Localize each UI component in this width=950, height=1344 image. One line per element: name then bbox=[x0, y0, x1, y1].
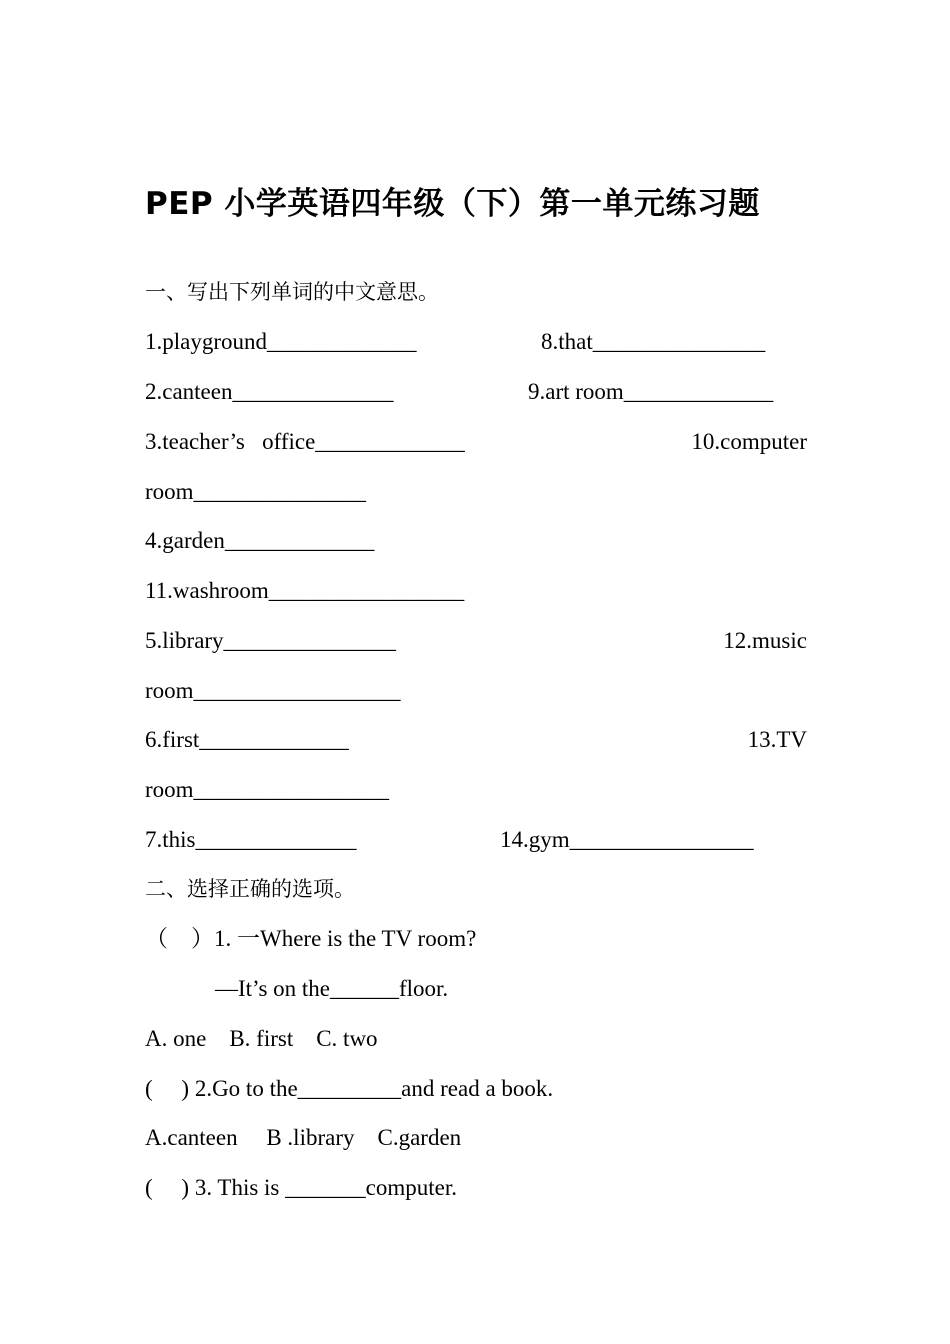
exercise-row bbox=[145, 326, 807, 358]
exercise-row bbox=[145, 824, 807, 856]
word-item-7: 7.this______________ bbox=[145, 827, 357, 852]
question-row bbox=[145, 973, 807, 1005]
question-1-options: A. one B. first C. two bbox=[145, 1026, 378, 1051]
question-2-options: A.canteen B .library C.garden bbox=[145, 1125, 462, 1150]
section-2-heading-row bbox=[145, 873, 807, 905]
exercise-row bbox=[145, 774, 807, 806]
word-item-8: 8.that_______________ bbox=[541, 329, 766, 354]
word-item-12: 12.music bbox=[723, 628, 807, 653]
word-item-13-continued: room_________________ bbox=[145, 777, 390, 802]
exercise-row bbox=[145, 376, 807, 408]
word-item-1: 1.playground_____________ bbox=[145, 329, 417, 354]
word-item-6: 6.first_____________ bbox=[145, 727, 349, 752]
exercise-row bbox=[145, 426, 807, 458]
question-row bbox=[145, 923, 807, 955]
question-row bbox=[145, 1073, 807, 1105]
question-row bbox=[145, 1122, 807, 1154]
word-item-14: 14.gym________________ bbox=[500, 827, 754, 852]
word-item-12-continued: room__________________ bbox=[145, 678, 401, 703]
exercise-row bbox=[145, 476, 807, 508]
exercise-row bbox=[145, 625, 807, 657]
exercise-row bbox=[145, 525, 807, 557]
word-item-9: 9.art room_____________ bbox=[528, 379, 774, 404]
question-row bbox=[145, 1023, 807, 1055]
section-1-heading: 一、写出下列单词的中文意思。 bbox=[145, 280, 439, 304]
word-item-10: 10.computer bbox=[691, 429, 807, 454]
word-item-10-continued: room_______________ bbox=[145, 479, 367, 504]
question-3-stem: ( ) 3. This is _______computer. bbox=[145, 1175, 457, 1200]
section-1-heading-row bbox=[145, 276, 807, 308]
question-1-reply: —It’s on the______floor. bbox=[215, 976, 449, 1001]
question-1-stem: （ ）1. 一Where is the TV room? bbox=[145, 926, 477, 951]
exercise-row bbox=[145, 724, 807, 756]
question-2-stem: ( ) 2.Go to the_________and read a book. bbox=[145, 1076, 554, 1101]
word-item-4: 4.garden_____________ bbox=[145, 528, 375, 553]
exercise-row bbox=[145, 575, 807, 607]
page-title: PEP 小学英语四年级（下）第一单元练习题 bbox=[145, 186, 760, 222]
word-item-2: 2.canteen______________ bbox=[145, 379, 394, 404]
word-item-13: 13.TV bbox=[747, 727, 807, 752]
word-item-3: 3.teacher’s office_____________ bbox=[145, 429, 465, 454]
word-item-11: 11.washroom_________________ bbox=[145, 578, 465, 603]
question-row bbox=[145, 1172, 807, 1204]
word-item-5: 5.library_______________ bbox=[145, 628, 397, 653]
section-2-heading: 二、选择正确的选项。 bbox=[145, 877, 355, 901]
exercise-row bbox=[145, 675, 807, 707]
